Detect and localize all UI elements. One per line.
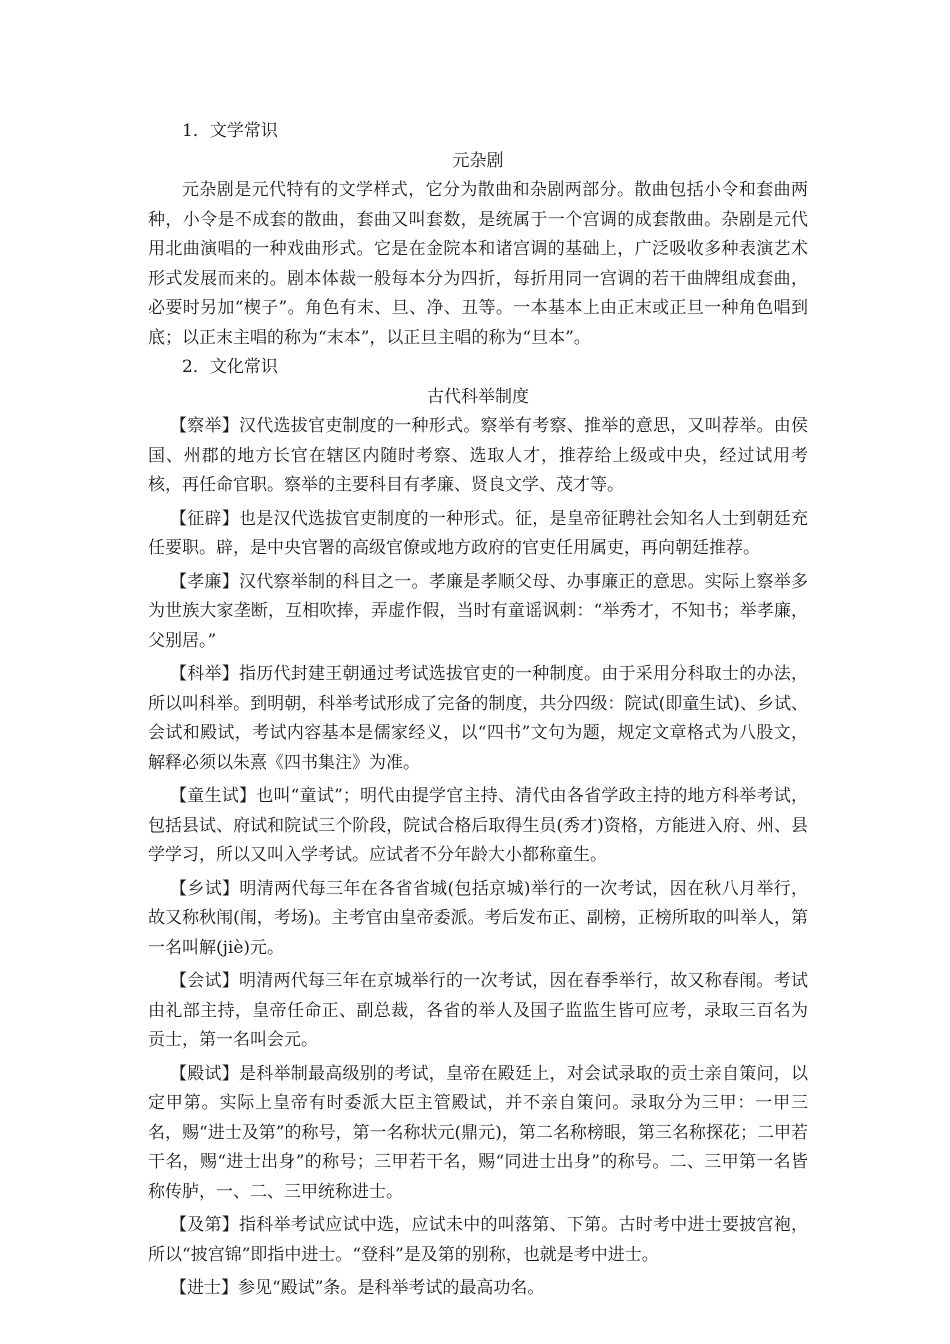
entry-text: 明清两代每三年在各省省城(包括京城)举行的一次考试，因在秋八月举行，故又称秋闱(闱，考场)。主考官由皇帝委派。考后发布正、副榜，正榜所取的叫举人，第一名叫解(jiè)元。 [148,878,809,958]
entry-dianshi [148,1060,808,1208]
entry-term: 【进士】 [170,1278,238,1298]
entry-text: 指历代封建王朝通过考试选拔官吏的一种制度。由于采用分科取士的办法，所以叫科举。到明朝，科举考试形成了完备的制度，共分四级：院试(即童生试)、乡试、会试和殿试，考试内容基本是儒家经义，以“四书”文句为题，规定文章格式为八股文，解释必须以朱熹《四书集注》为准。 [148,664,808,773]
entry-text: 汉代选拔官吏制度的一种形式。察举有考察、推举的意思，又叫荐举。由侯国、州郡的地方长官在辖区内随时考察、选取人才，推荐给上级或中央，经过试用考核，再任命官职。察举的主要科目有孝廉、贤良文学、茂才等。 [148,416,808,495]
entry-term: 【殿试】 [170,1063,239,1084]
entry-term: 【及第】 [170,1215,239,1235]
entry-text: 也叫“童试”；明代由提学官主持、清代由各省学政主持的地方科举考试，包括县试、府试和院试三个阶段，院试合格后取得生员(秀才)资格，方能进入府、州、县学学习，所以又叫入学考试。应试者不分年龄大小都称童生。 [148,786,808,865]
entry-xiangshi [148,875,808,964]
document-page [148,117,808,1308]
entry-term: 【察举】 [170,416,239,436]
entry-text: 参见“殿试”条。是科举考试的最高功名。 [238,1278,545,1298]
entry-huishi [148,967,808,1056]
entry-xiaolian [148,568,808,657]
entry-chaju [148,412,808,501]
entry-term: 【孝廉】 [170,571,239,592]
entry-text: 也是汉代选拔官吏制度的一种形式。征，是皇帝征聘社会知名人士到朝廷充任要职。辟，是中央官署的高级官僚或地方政府的官吏任用属吏，再向朝廷推荐。 [148,508,808,558]
entry-zhengbi [148,505,808,564]
entry-term: 【会试】 [170,971,239,991]
entry-tongshengshi [148,782,808,871]
entry-term: 【乡试】 [170,878,240,899]
entry-text: 汉代察举制的科目之一。孝廉是孝顺父母、办事廉正的意思。实际上察举多为世族大家垄断，互相吹捧，弄虚作假，当时有童谣讽刺：“举秀才，不知书；举孝廉，父别居。” [148,571,808,651]
entry-text: 是科举制最高级别的考试，皇帝在殿廷上，对会试录取的贡士亲自策问，以定甲第。实际上皇帝有时委派大臣主管殿试，并不亲自策问。录取分为三甲：一甲三名，赐“进士及第”的称号，第一名称状元(鼎元)，第二名称榜眼，第三名称探花；二甲若干名，赐“进士出身”的称号；三甲若干名，赐“同进士出身”的称号。二、三甲第一名皆称传胪，一、二、三甲统称进士。 [148,1063,808,1202]
paragraph-yuan-zaju: 元杂剧是元代特有的文学样式，它分为散曲和杂剧两部分。散曲包括小令和套曲两种，小令是不成套的散曲，套曲又叫套数，是统属于一个宫调的成套散曲。杂剧是元代用北曲演唱的一种戏曲形式。它是在金院本和诸宫调的基础上，广泛吸收多种表演艺术形式发展而来的。剧本体裁一般每本分为四折，每折用同一宫调的若干曲牌组成套曲，必要时另加“楔子”。角色有末、旦、净、丑等。一本基本上由正末或正旦一种角色唱到底；以正末主唱的称为“末本”，以正旦主唱的称为“旦本”。 [148,180,808,348]
section-heading-culture: 2．文化常识 [182,357,278,377]
section-heading-literature: 1．文学常识 [182,121,278,141]
entry-term: 【童生试】 [170,786,257,806]
entry-term: 【征辟】 [170,508,239,529]
entry-term: 【科举】 [170,664,239,684]
entry-jinshi [148,1274,808,1304]
section-title-keju: 古代科举制度 [427,386,529,407]
entry-text: 明清两代每三年在京城举行的一次考试，因在春季举行，故又称春闱。考试由礼部主持，皇帝任命正、副总裁，各省的举人及国子监监生皆可应考，录取三百名为贡士，第一名叫会元。 [148,971,808,1050]
section-title-yuan-zaju: 元杂剧 [452,150,504,171]
entry-jidi [148,1211,808,1270]
entry-keju [148,660,808,778]
entry-text: 指科举考试应试中选，应试未中的叫落第、下第。古时考中进士要披宫袍，所以“披宫锦”即指中进士。“登科”是及第的别称，也就是考中进士。 [148,1215,808,1265]
